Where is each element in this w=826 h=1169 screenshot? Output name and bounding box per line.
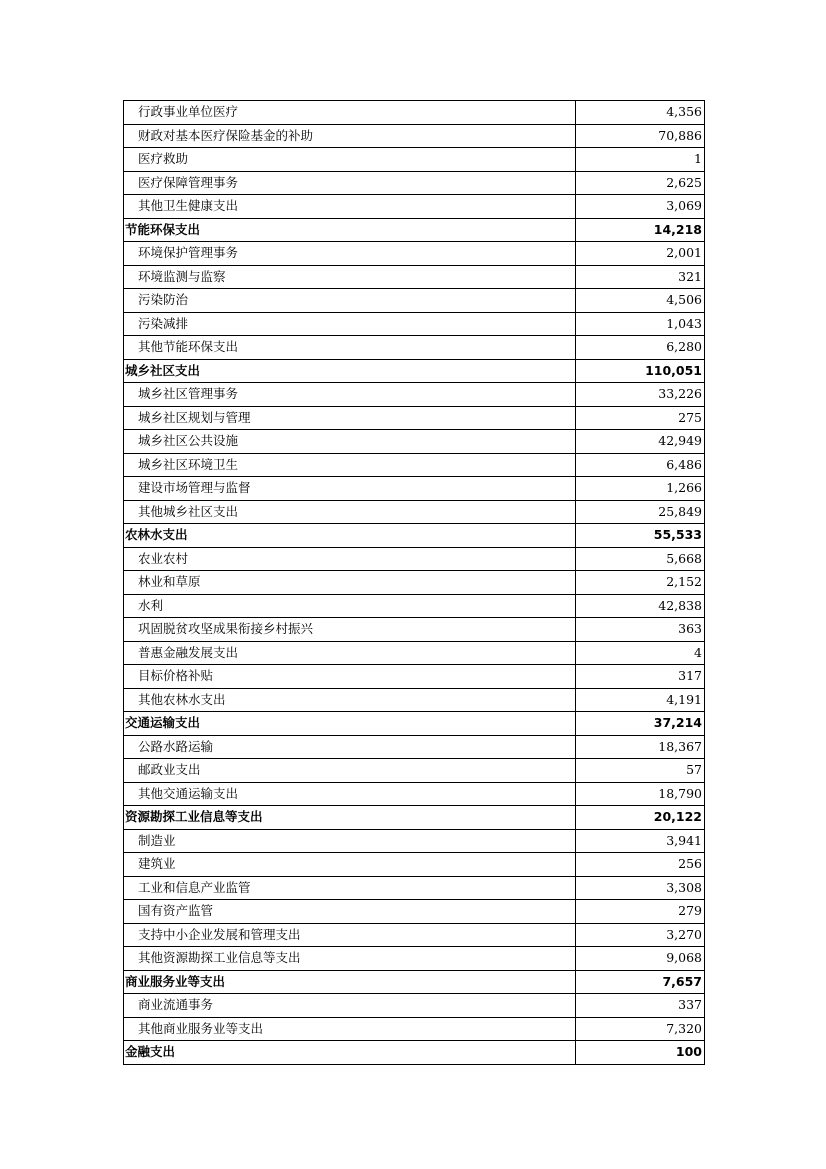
- item-label: 水利: [124, 594, 576, 618]
- item-row: [124, 571, 705, 595]
- item-amount: 3,069: [576, 195, 705, 219]
- category-label: 金融支出: [124, 1041, 576, 1065]
- item-row: [124, 453, 705, 477]
- item-amount: 33,226: [576, 383, 705, 407]
- item-label: 普惠金融发展支出: [124, 641, 576, 665]
- item-label: 环境保护管理事务: [124, 242, 576, 266]
- item-label: 医疗救助: [124, 148, 576, 172]
- category-label: 交通运输支出: [124, 712, 576, 736]
- category-row: [124, 1041, 705, 1065]
- item-amount: 279: [576, 900, 705, 924]
- category-amount: 20,122: [576, 806, 705, 830]
- item-amount: 337: [576, 994, 705, 1018]
- item-label: 行政事业单位医疗: [124, 101, 576, 125]
- item-label: 巩固脱贫攻坚成果衔接乡村振兴: [124, 618, 576, 642]
- item-amount: 6,280: [576, 336, 705, 360]
- item-row: [124, 994, 705, 1018]
- item-label: 农业农村: [124, 547, 576, 571]
- item-label: 其他资源勘探工业信息等支出: [124, 947, 576, 971]
- item-amount: 256: [576, 853, 705, 877]
- item-row: [124, 101, 705, 125]
- category-amount: 37,214: [576, 712, 705, 736]
- item-row: [124, 853, 705, 877]
- item-label: 污染防治: [124, 289, 576, 313]
- item-label: 商业流通事务: [124, 994, 576, 1018]
- item-row: [124, 688, 705, 712]
- item-label: 邮政业支出: [124, 759, 576, 783]
- item-amount: 18,790: [576, 782, 705, 806]
- item-amount: 6,486: [576, 453, 705, 477]
- category-label: 商业服务业等支出: [124, 970, 576, 994]
- item-row: [124, 876, 705, 900]
- item-label: 其他节能环保支出: [124, 336, 576, 360]
- item-amount: 4: [576, 641, 705, 665]
- item-label: 财政对基本医疗保险基金的补助: [124, 124, 576, 148]
- item-amount: 9,068: [576, 947, 705, 971]
- item-row: [124, 782, 705, 806]
- item-row: [124, 1017, 705, 1041]
- item-label: 制造业: [124, 829, 576, 853]
- category-label: 农林水支出: [124, 524, 576, 548]
- item-row: [124, 406, 705, 430]
- item-label: 其他卫生健康支出: [124, 195, 576, 219]
- item-amount: 70,886: [576, 124, 705, 148]
- item-amount: 4,506: [576, 289, 705, 313]
- category-amount: 14,218: [576, 218, 705, 242]
- item-row: [124, 900, 705, 924]
- category-amount: 55,533: [576, 524, 705, 548]
- item-amount: 363: [576, 618, 705, 642]
- item-row: [124, 124, 705, 148]
- item-amount: 18,367: [576, 735, 705, 759]
- item-amount: 1,043: [576, 312, 705, 336]
- item-row: [124, 735, 705, 759]
- item-amount: 2,152: [576, 571, 705, 595]
- item-row: [124, 547, 705, 571]
- item-row: [124, 829, 705, 853]
- item-amount: 3,941: [576, 829, 705, 853]
- item-label: 公路水路运输: [124, 735, 576, 759]
- item-label: 目标价格补贴: [124, 665, 576, 689]
- item-amount: 317: [576, 665, 705, 689]
- item-label: 工业和信息产业监管: [124, 876, 576, 900]
- item-row: [124, 759, 705, 783]
- item-label: 城乡社区环境卫生: [124, 453, 576, 477]
- item-row: [124, 148, 705, 172]
- expenditure-table: [123, 100, 705, 1065]
- item-row: [124, 618, 705, 642]
- item-row: [124, 312, 705, 336]
- category-label: 城乡社区支出: [124, 359, 576, 383]
- item-amount: 3,270: [576, 923, 705, 947]
- item-label: 其他交通运输支出: [124, 782, 576, 806]
- category-amount: 7,657: [576, 970, 705, 994]
- expenditure-table-body: [124, 101, 705, 1065]
- item-amount: 25,849: [576, 500, 705, 524]
- category-row: [124, 712, 705, 736]
- item-row: [124, 641, 705, 665]
- item-label: 医疗保障管理事务: [124, 171, 576, 195]
- item-row: [124, 665, 705, 689]
- category-row: [124, 218, 705, 242]
- category-label: 节能环保支出: [124, 218, 576, 242]
- item-row: [124, 265, 705, 289]
- item-row: [124, 923, 705, 947]
- item-row: [124, 500, 705, 524]
- item-amount: 2,625: [576, 171, 705, 195]
- category-row: [124, 806, 705, 830]
- category-row: [124, 359, 705, 383]
- item-label: 其他商业服务业等支出: [124, 1017, 576, 1041]
- item-row: [124, 477, 705, 501]
- item-row: [124, 430, 705, 454]
- item-row: [124, 947, 705, 971]
- category-row: [124, 970, 705, 994]
- item-row: [124, 289, 705, 313]
- item-row: [124, 383, 705, 407]
- item-amount: 321: [576, 265, 705, 289]
- item-row: [124, 171, 705, 195]
- category-label: 资源勘探工业信息等支出: [124, 806, 576, 830]
- item-label: 城乡社区规划与管理: [124, 406, 576, 430]
- item-label: 其他农林水支出: [124, 688, 576, 712]
- item-amount: 4,191: [576, 688, 705, 712]
- item-label: 城乡社区管理事务: [124, 383, 576, 407]
- item-amount: 7,320: [576, 1017, 705, 1041]
- item-label: 支持中小企业发展和管理支出: [124, 923, 576, 947]
- item-amount: 1,266: [576, 477, 705, 501]
- item-label: 林业和草原: [124, 571, 576, 595]
- item-row: [124, 594, 705, 618]
- item-label: 建筑业: [124, 853, 576, 877]
- item-label: 其他城乡社区支出: [124, 500, 576, 524]
- item-amount: 2,001: [576, 242, 705, 266]
- item-amount: 1: [576, 148, 705, 172]
- category-row: [124, 524, 705, 548]
- item-label: 国有资产监管: [124, 900, 576, 924]
- item-amount: 4,356: [576, 101, 705, 125]
- item-amount: 57: [576, 759, 705, 783]
- category-amount: 100: [576, 1041, 705, 1065]
- item-amount: 3,308: [576, 876, 705, 900]
- item-amount: 275: [576, 406, 705, 430]
- item-amount: 42,838: [576, 594, 705, 618]
- item-row: [124, 336, 705, 360]
- item-label: 污染减排: [124, 312, 576, 336]
- item-label: 城乡社区公共设施: [124, 430, 576, 454]
- item-row: [124, 242, 705, 266]
- category-amount: 110,051: [576, 359, 705, 383]
- item-label: 环境监测与监察: [124, 265, 576, 289]
- item-amount: 5,668: [576, 547, 705, 571]
- item-label: 建设市场管理与监督: [124, 477, 576, 501]
- item-row: [124, 195, 705, 219]
- item-amount: 42,949: [576, 430, 705, 454]
